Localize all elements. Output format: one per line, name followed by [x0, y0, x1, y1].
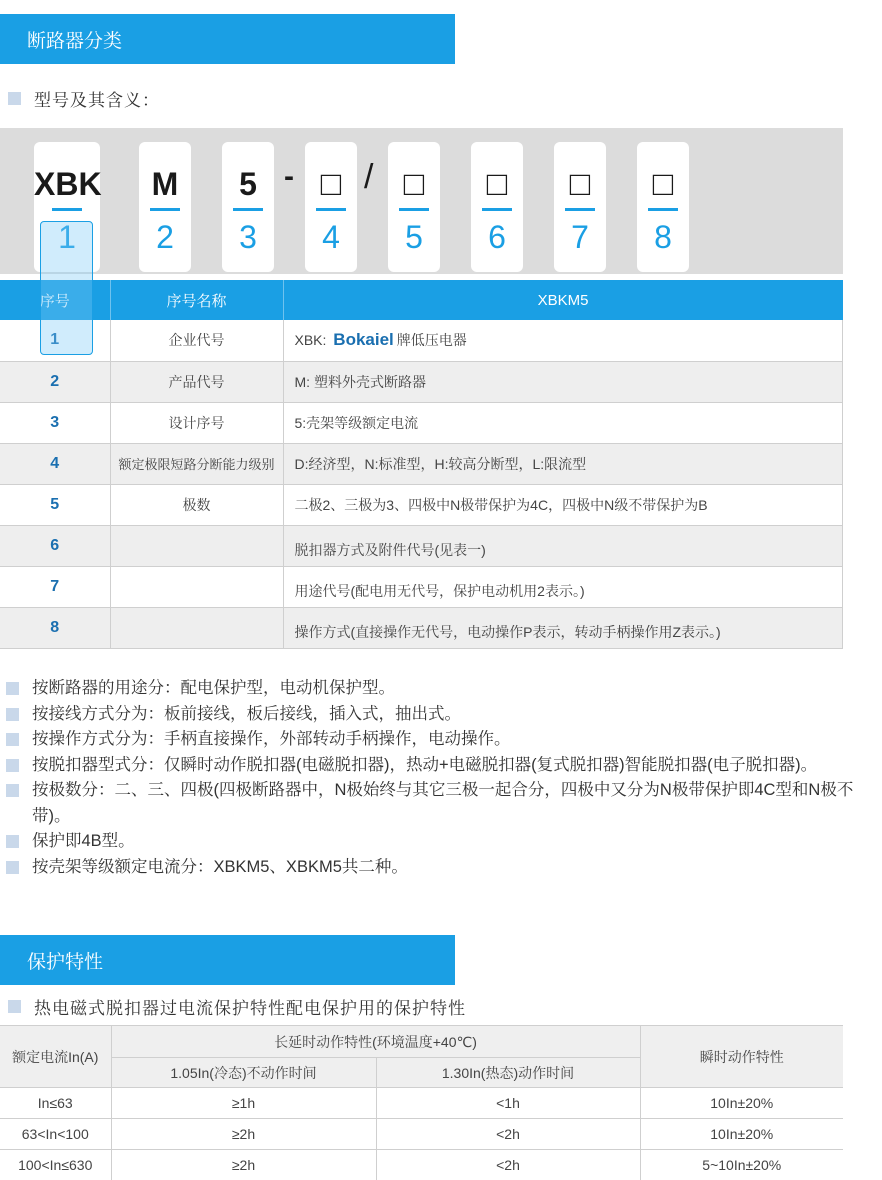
- code-underline: [52, 208, 82, 211]
- subtitle-text: 热电磁式脱扣器过电流保护特性配电保护用的保护特性: [34, 999, 466, 1018]
- code-card-4: [305, 142, 357, 272]
- section-header-protection: [0, 935, 455, 985]
- square-bullet-icon: [6, 861, 19, 874]
- table-row: [0, 320, 843, 361]
- code-number: 5: [405, 219, 423, 255]
- list-item: 按操作方式分为：手柄直接操作，外部转动手柄操作，电动操作。: [6, 727, 856, 753]
- subtitle-model-meaning: [8, 86, 160, 111]
- table-header-row: [0, 1026, 843, 1058]
- row-name: [110, 566, 283, 607]
- row-number: 3: [0, 402, 110, 443]
- header-instant: 瞬时动作特性: [640, 1026, 843, 1088]
- section-title: 保护特性: [27, 951, 104, 973]
- row-name: 额定极限短路分断能力级别: [110, 443, 283, 484]
- row-name: [110, 525, 283, 566]
- code-number: 6: [488, 219, 506, 255]
- row-name: 企业代号: [110, 320, 283, 361]
- desc-prefix: XBK:: [294, 332, 327, 349]
- table-row: [0, 484, 843, 525]
- row-desc: 二极2、三极为3、四极中N极带保护为4C，四极中N级不带保护为B: [283, 484, 843, 525]
- classification-list: [6, 676, 856, 880]
- list-item: 保护即4B型。: [6, 829, 856, 855]
- cell-instant: 10In±20%: [640, 1088, 843, 1119]
- code-underline: [399, 208, 429, 211]
- code-placeholder-box: □: [320, 165, 342, 203]
- brand-logo-text: Bokaiel: [333, 330, 394, 350]
- cell-cold: ≥2h: [111, 1119, 376, 1150]
- code-underline: [316, 208, 346, 211]
- list-item: 按极数分：二、三、四极(四极断路器中，N极始终与其它三极一起合分，四极中又分为N极带保护即4C型和N极不带)。: [6, 778, 856, 829]
- subtitle-protection: [8, 994, 466, 1019]
- model-meaning-table: [0, 280, 843, 649]
- code-card-6: [471, 142, 523, 272]
- table-row: [0, 525, 843, 566]
- code-underline: [565, 208, 595, 211]
- row-number: 1: [0, 320, 110, 361]
- square-bullet-icon: [6, 708, 19, 721]
- row-name: 产品代号: [110, 361, 283, 402]
- row-desc: M: 塑料外壳式断路器: [283, 361, 843, 402]
- code-placeholder-box: □: [403, 165, 425, 203]
- code-card-3: [222, 142, 274, 272]
- code-placeholder-box: □: [652, 165, 674, 203]
- cell-cold: ≥2h: [111, 1150, 376, 1180]
- protection-table: [0, 1025, 843, 1180]
- subtitle-text: 型号及其含义：: [34, 91, 160, 110]
- code-number: 4: [322, 219, 340, 255]
- square-bullet-icon: [6, 784, 19, 797]
- column-1-highlight: [40, 221, 93, 355]
- code-number: 3: [239, 219, 257, 255]
- row-number: 4: [0, 443, 110, 484]
- desc-suffix: 牌低压电器: [396, 332, 467, 349]
- row-number: 5: [0, 484, 110, 525]
- code-placeholder-box: □: [569, 165, 591, 203]
- table-row: [0, 566, 843, 607]
- code-card-2: [139, 142, 191, 272]
- code-placeholder-box: □: [486, 165, 508, 203]
- cell-instant: 5~10In±20%: [640, 1150, 843, 1180]
- header-long-delay: 长延时动作特性(环境温度+40℃): [111, 1026, 640, 1058]
- list-item: 按壳架等级额定电流分：XBKM5、XBKM5共二种。: [6, 855, 856, 881]
- row-name: 极数: [110, 484, 283, 525]
- cell-cold: ≥1h: [111, 1088, 376, 1119]
- code-dash: -: [284, 160, 294, 193]
- code-card-7: [554, 142, 606, 272]
- square-bullet-icon: [6, 682, 19, 695]
- row-desc: 5:壳架等级额定电流: [283, 402, 843, 443]
- table-row: [0, 1088, 843, 1119]
- table-row: [0, 443, 843, 484]
- code-number: 8: [654, 219, 672, 255]
- section-header-classification: [0, 14, 455, 64]
- header-seq-name: 序号名称: [110, 280, 283, 320]
- code-number: 2: [156, 219, 174, 255]
- square-bullet-icon: [8, 92, 21, 105]
- header-model: XBKM5: [283, 280, 843, 320]
- code-char: M: [151, 166, 179, 202]
- code-slash: /: [364, 158, 374, 196]
- cell-range: In≤63: [0, 1088, 111, 1119]
- code-underline: [150, 208, 180, 211]
- table-row: [0, 607, 843, 648]
- code-char: XBK: [34, 166, 102, 202]
- row-name: 设计序号: [110, 402, 283, 443]
- code-card-5: [388, 142, 440, 272]
- row-desc: D:经济型，N:标准型，H:较高分断型，L:限流型: [283, 443, 843, 484]
- header-hot: 1.30In(热态)动作时间: [376, 1058, 640, 1088]
- table-row: [0, 402, 843, 443]
- cell-hot: <2h: [376, 1150, 640, 1180]
- cell-hot: <1h: [376, 1088, 640, 1119]
- code-number: 1: [58, 219, 76, 255]
- list-item: 按脱扣器型式分：仅瞬时动作脱扣器(电磁脱扣器)，热动+电磁脱扣器(复式脱扣器)智能脱扣器(电子脱扣器)。: [6, 753, 856, 779]
- square-bullet-icon: [6, 835, 19, 848]
- code-number: 7: [571, 219, 589, 255]
- square-bullet-icon: [6, 733, 19, 746]
- table-row: [0, 361, 843, 402]
- square-bullet-icon: [8, 1000, 21, 1013]
- row-desc: 脱扣器方式及附件代号(见表一): [283, 525, 843, 566]
- row-desc: [283, 320, 843, 361]
- list-item: 按断路器的用途分：配电保护型，电动机保护型。: [6, 676, 856, 702]
- list-item: 按接线方式分为：板前接线，板后接线，插入式，抽出式。: [6, 702, 856, 728]
- cell-instant: 10In±20%: [640, 1119, 843, 1150]
- header-rated-current: 额定电流In(A): [0, 1026, 111, 1088]
- code-underline: [482, 208, 512, 211]
- code-card-8: [637, 142, 689, 272]
- table-row: [0, 1150, 843, 1180]
- row-number: 2: [0, 361, 110, 402]
- table-header-row: [0, 280, 843, 320]
- code-underline: [648, 208, 678, 211]
- header-cold: 1.05In(冷态)不动作时间: [111, 1058, 376, 1088]
- header-seq: 序号: [0, 280, 110, 320]
- table-row: [0, 1119, 843, 1150]
- model-code-band: [0, 128, 843, 274]
- row-number: 8: [0, 607, 110, 648]
- cell-range: 100<In≤630: [0, 1150, 111, 1180]
- cell-range: 63<In<100: [0, 1119, 111, 1150]
- code-char: 5: [239, 166, 257, 202]
- section-title: 断路器分类: [27, 30, 123, 52]
- row-desc: 用途代号(配电用无代号，保护电动机用2表示。): [283, 566, 843, 607]
- square-bullet-icon: [6, 759, 19, 772]
- code-underline: [233, 208, 263, 211]
- row-name: [110, 607, 283, 648]
- row-number: 7: [0, 566, 110, 607]
- row-number: 6: [0, 525, 110, 566]
- row-desc: 操作方式(直接操作无代号，电动操作P表示，转动手柄操作用Z表示。): [283, 607, 843, 648]
- cell-hot: <2h: [376, 1119, 640, 1150]
